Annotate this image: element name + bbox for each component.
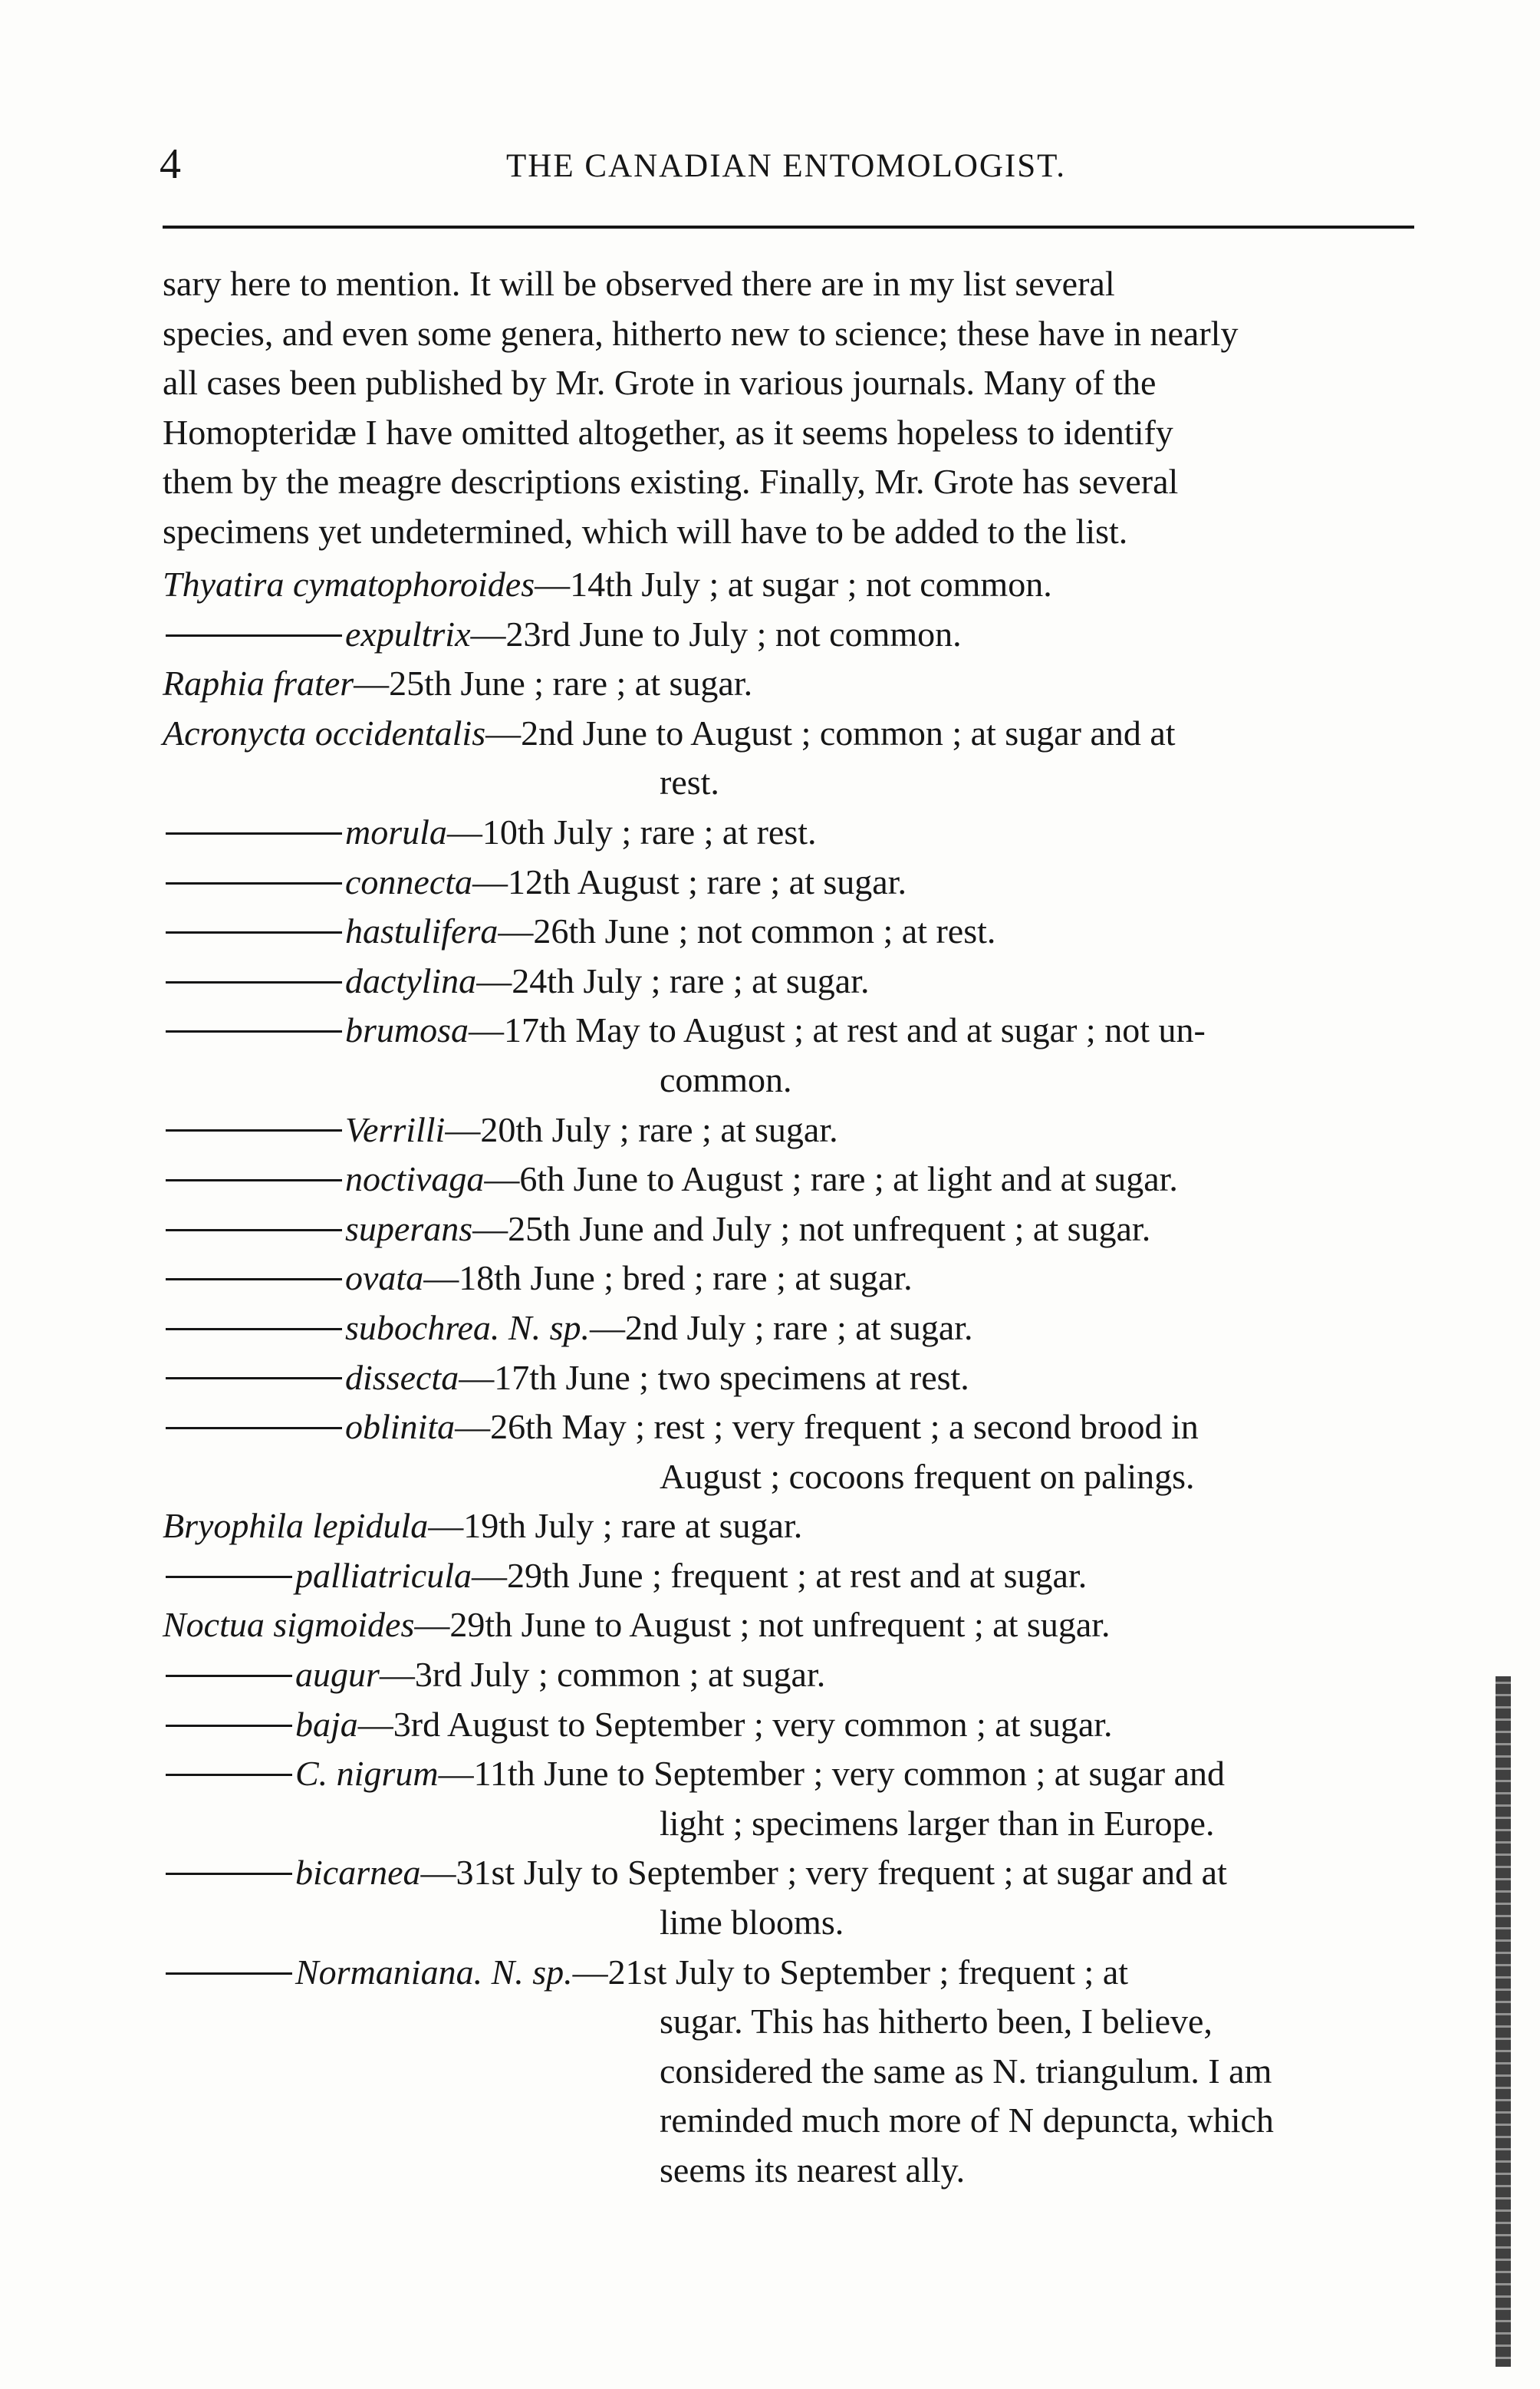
species-record: —26th May ; rest ; very frequent ; a second brood in xyxy=(455,1407,1199,1447)
species-record: —20th July ; rare ; at sugar. xyxy=(445,1109,838,1149)
species-name: Normaniana. N. sp. xyxy=(295,1952,573,1992)
species-record: —18th June ; bred ; rare ; at sugar. xyxy=(423,1258,913,1298)
ditto-dash xyxy=(166,1675,292,1677)
species-record-continuation: light ; specimens larger than in Europe. xyxy=(660,1803,1215,1843)
ditto-dash xyxy=(166,1129,342,1132)
species-record: —10th July ; rare ; at rest. xyxy=(446,812,817,852)
species-name: connecta xyxy=(345,862,473,901)
species-record: —17th May to August ; at rest and at sugar ; not un- xyxy=(469,1010,1206,1050)
species-name: Bryophila lepidula xyxy=(163,1506,429,1546)
species-record-continuation: August ; cocoons frequent on palings. xyxy=(660,1456,1195,1496)
species-entry xyxy=(163,610,1436,660)
species-record-continuation: seems its nearest ally. xyxy=(660,2150,966,2190)
species-record: —29th June ; frequent ; at rest and at sugar. xyxy=(472,1555,1088,1595)
ditto-dash xyxy=(166,1427,342,1429)
species-entry xyxy=(163,957,1436,1007)
species-name: morula xyxy=(345,812,447,852)
species-name: Acronycta occidentalis xyxy=(163,713,486,753)
header-rule xyxy=(163,226,1414,229)
species-name: bicarnea xyxy=(295,1853,421,1893)
species-name: Thyatira cymatophoroides xyxy=(163,565,535,604)
species-name: Raphia frater xyxy=(163,664,354,704)
ditto-dash xyxy=(166,1873,292,1875)
species-entry xyxy=(163,1700,1436,1750)
intro-line: them by the meagre descriptions existing. Finally, Mr. Grote has several xyxy=(163,462,1179,502)
species-list xyxy=(163,560,1436,2196)
ditto-dash xyxy=(166,1328,342,1330)
species-record: —12th August ; rare ; at sugar. xyxy=(472,862,907,901)
ditto-dash xyxy=(166,1179,342,1181)
species-record-continuation: reminded much more of N depuncta, which xyxy=(660,2101,1274,2140)
page-header xyxy=(153,140,1419,193)
species-entry xyxy=(163,1501,1436,1551)
species-record: —31st July to September ; very frequent ; at sugar and at xyxy=(420,1853,1227,1893)
species-entry xyxy=(163,709,1436,759)
species-record: —26th June ; not common ; at rest. xyxy=(498,911,996,951)
ditto-dash xyxy=(166,931,342,934)
species-name: noctivaga xyxy=(345,1159,485,1199)
species-name: Verrilli xyxy=(345,1109,446,1149)
species-record-continuation: rest. xyxy=(660,763,719,802)
ditto-dash xyxy=(166,1972,292,1975)
species-record: —2nd June to August ; common ; at sugar and at xyxy=(485,713,1176,753)
ditto-dash xyxy=(166,882,342,885)
species-entry xyxy=(163,1254,1436,1303)
species-record-continuation: considered the same as N. triangulum. I am xyxy=(660,2051,1272,2091)
ditto-dash xyxy=(166,1576,292,1578)
ditto-dash xyxy=(166,1725,292,1727)
ditto-dash xyxy=(166,1278,342,1280)
species-record: —11th June to September ; very common ; at sugar and xyxy=(438,1754,1226,1794)
species-entry xyxy=(163,1106,1436,1155)
species-entry xyxy=(163,1600,1436,1650)
ditto-dash xyxy=(166,634,342,637)
species-name: subochrea. N. sp. xyxy=(345,1307,591,1347)
species-name: superans xyxy=(345,1208,473,1248)
species-entry xyxy=(163,1749,1436,1799)
ditto-dash xyxy=(166,832,342,835)
species-name: brumosa xyxy=(345,1010,469,1050)
species-record: —17th June ; two specimens at rest. xyxy=(459,1357,969,1397)
species-record-continuation: lime blooms. xyxy=(660,1903,844,1943)
species-entry xyxy=(163,858,1436,908)
species-record: —19th July ; rare at sugar. xyxy=(428,1506,803,1546)
species-record: —25th June and July ; not unfrequent ; at sugar. xyxy=(472,1208,1151,1248)
species-name: dissecta xyxy=(345,1357,459,1397)
intro-line: Homopteridæ I have omitted altogether, as it seems hopeless to identify xyxy=(163,412,1173,452)
species-name: baja xyxy=(295,1704,358,1744)
species-entry xyxy=(163,1650,1436,1700)
species-entry xyxy=(163,1551,1436,1601)
species-record: —3rd August to September ; very common ; at sugar. xyxy=(357,1704,1113,1744)
species-record-continuation: sugar. This has hitherto been, I believe, xyxy=(660,2002,1213,2041)
species-name: augur xyxy=(295,1655,380,1695)
ditto-dash xyxy=(166,1229,342,1231)
species-record: —21st July to September ; frequent ; at xyxy=(572,1952,1129,1992)
intro-line: sary here to mention. It will be observed there are in my list several xyxy=(163,264,1115,303)
species-entry xyxy=(163,1006,1436,1056)
species-entry xyxy=(163,560,1436,610)
intro-line: species, and even some genera, hitherto new to science; these have in nearly xyxy=(163,313,1239,353)
species-entry xyxy=(163,1402,1436,1452)
species-entry xyxy=(163,1948,1436,1998)
ditto-dash xyxy=(166,1774,292,1776)
species-record: —25th June ; rare ; at sugar. xyxy=(354,664,753,704)
species-record: —24th July ; rare ; at sugar. xyxy=(476,961,870,1000)
species-entry xyxy=(163,1303,1436,1353)
species-name: palliatricula xyxy=(295,1555,472,1595)
intro-paragraph xyxy=(163,259,1436,557)
species-entry xyxy=(163,907,1436,957)
running-head: THE CANADIAN ENTOMOLOGIST. xyxy=(506,148,1066,184)
species-entry xyxy=(163,808,1436,858)
species-name: dactylina xyxy=(345,961,477,1000)
species-name: oblinita xyxy=(345,1407,456,1447)
ditto-dash xyxy=(166,1377,342,1379)
species-name: hastulifera xyxy=(345,911,499,951)
species-record: —23rd June to July ; not common. xyxy=(470,614,962,654)
page-number: 4 xyxy=(160,140,181,188)
species-name: ovata xyxy=(345,1258,424,1298)
species-record-continuation: common. xyxy=(660,1059,792,1099)
species-name: expultrix xyxy=(345,614,471,654)
species-record: —3rd July ; common ; at sugar. xyxy=(379,1655,826,1695)
species-entry xyxy=(163,1353,1436,1403)
species-record: —6th June to August ; rare ; at light and at sugar. xyxy=(484,1159,1178,1199)
intro-line: all cases been published by Mr. Grote in various journals. Many of the xyxy=(163,363,1157,403)
species-entry xyxy=(163,1155,1436,1204)
species-entry xyxy=(163,1204,1436,1254)
species-entry xyxy=(163,659,1436,709)
species-record: —14th July ; at sugar ; not common. xyxy=(535,565,1052,604)
species-name: Noctua sigmoides xyxy=(163,1605,415,1645)
species-entry xyxy=(163,1848,1436,1898)
scan-edge-mark xyxy=(1496,1676,1511,2367)
species-record: —2nd July ; rare ; at sugar. xyxy=(590,1307,973,1347)
intro-line: specimens yet undetermined, which will have to be added to the list. xyxy=(163,511,1128,551)
species-record: —29th June to August ; not unfrequent ; at sugar. xyxy=(414,1605,1111,1645)
species-name: C. nigrum xyxy=(295,1754,439,1794)
ditto-dash xyxy=(166,1030,342,1033)
ditto-dash xyxy=(166,981,342,984)
